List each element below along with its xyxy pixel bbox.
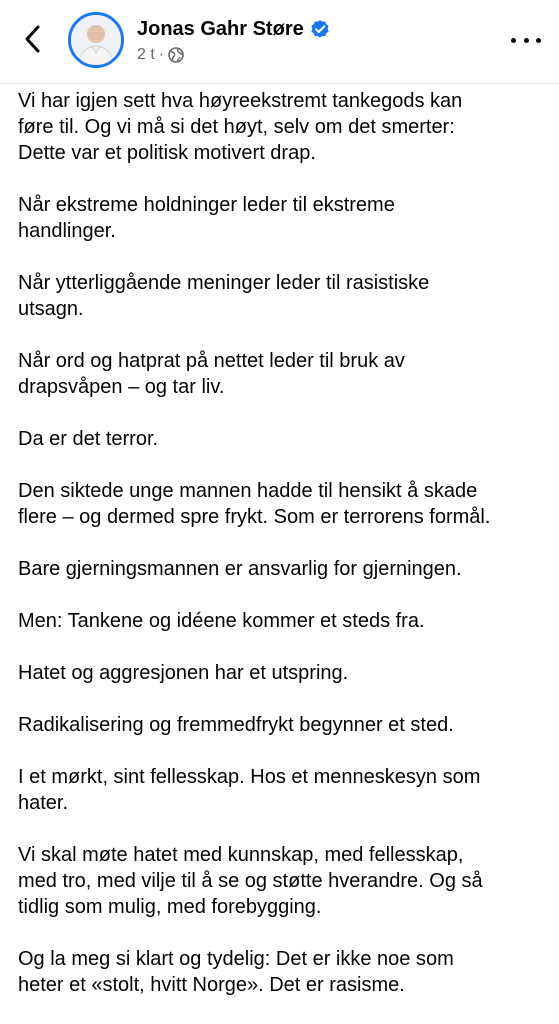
post-paragraph: I et mørkt, sint fellesskap. Hos et menneskesyn som hater. xyxy=(18,766,481,814)
chevron-left-icon xyxy=(22,24,44,54)
post-paragraph: Bare gjerningsmannen er ansvarlig for gjerningen. xyxy=(18,558,462,580)
post-paragraph: Vi har igjen sett hva høyreekstremt tankegods kan føre til. Og vi må si det høyt, selv om det smerter: Dette var et politisk motivert drap. xyxy=(18,90,463,164)
post-paragraph: Når ord og hatprat på nettet leder til bruk av drapsvåpen – og tar liv. xyxy=(18,350,405,398)
meta-separator: · xyxy=(158,46,165,63)
post-paragraph: Vi skal møte hatet med kunnskap, med fellesskap, med tro, med vilje til å se og støtte hverandre. Og så tidlig som mulig, med forebygging. xyxy=(18,844,483,918)
author-block xyxy=(137,14,330,66)
post-paragraph: Men: Tankene og idéene kommer et steds fra. xyxy=(18,610,425,632)
more-horizontal-icon xyxy=(536,38,541,43)
globe-icon[interactable] xyxy=(168,47,184,63)
post-meta xyxy=(137,44,330,66)
more-options-button[interactable] xyxy=(511,28,541,52)
back-button[interactable] xyxy=(18,24,48,54)
post-paragraph: Og la meg si klart og tydelig: Det er ikke noe som heter et «stolt, hvitt Norge». Det er rasisme. xyxy=(18,948,454,996)
verified-badge-icon xyxy=(310,19,330,39)
post-paragraph: Når ekstreme holdninger leder til ekstreme handlinger. xyxy=(18,194,395,242)
post-paragraph: Hatet og aggresjonen har et utspring. xyxy=(18,662,349,684)
more-horizontal-icon xyxy=(524,38,529,43)
post-text xyxy=(18,88,548,1024)
post-paragraph: Når ytterliggående meninger leder til rasistiske utsagn. xyxy=(18,272,430,320)
post-paragraph: Da er det terror. xyxy=(18,428,159,450)
post-paragraph: Den siktede unge mannen hadde til hensikt å skade flere – og dermed spre frykt. Som er terrorens formål. xyxy=(18,480,491,528)
timestamp[interactable]: 2 t xyxy=(137,46,155,63)
author-name[interactable]: Jonas Gahr Støre xyxy=(137,17,304,40)
author-row xyxy=(137,14,330,44)
post-header xyxy=(0,0,559,84)
post-paragraph: Radikalisering og fremmedfrykt begynner et sted. xyxy=(18,714,454,736)
more-horizontal-icon xyxy=(511,38,516,43)
avatar[interactable] xyxy=(68,12,124,68)
profile-photo-icon xyxy=(71,15,121,65)
